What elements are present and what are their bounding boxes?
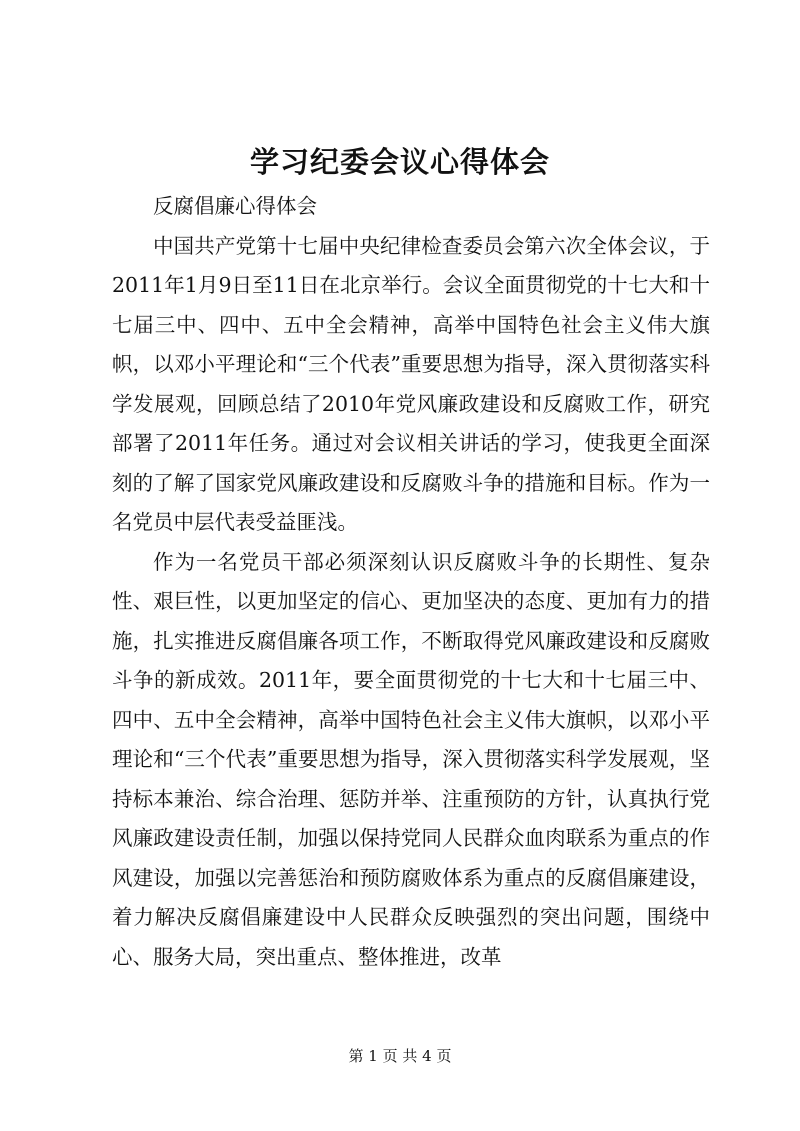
document-body [112, 187, 710, 977]
page-number-footer: 第 1 页 共 4 页 [348, 1047, 452, 1065]
page-title: 学习纪委会议心得体会 [249, 145, 550, 179]
body-paragraph-2: 作为一名党员干部必须深刻认识反腐败斗争的长期性、复杂性、艰巨性，以更加坚定的信心、更加坚决的态度、更加有力的措施，扎实推进反腐倡廉各项工作，不断取得党风廉政建设和反腐败斗争的新成效。2011年，要全面贯彻党的十七大和十七届三中、四中、五中全会精神，高举中国特色社会主义伟大旗帜，以邓小平理论和“三个代表”重要思想为指导，深入贯彻落实科学发展观，坚持标本兼治、综合治理、惩防并举、注重预防的方针，认真执行党风廉政建设责任制，加强以保持党同人民群众血肉联系为重点的作风建设，加强以完善惩治和预防腐败体系为重点的反腐倡廉建设，着力解决反腐倡廉建设中人民群众反映强烈的突出问题，围绕中心、服务大局，突出重点、整体推进，改革 [112, 549, 710, 969]
subtitle-paragraph: 反腐倡廉心得体会 [153, 194, 317, 218]
body-paragraph-1: 中国共产党第十七届中央纪律检查委员会第六次全体会议，于2011年1月9日至11日在北京举行。会议全面贯彻党的十七大和十七届三中、四中、五中全会精神，高举中国特色社会主义伟大旗帜，以邓小平理论和“三个代表”重要思想为指导，深入贯彻落实科学发展观，回顾总结了2010年党风廉政建设和反腐败工作，研究部署了2011年任务。通过对会议相关讲话的学习，使我更全面深刻的了解了国家党风廉政建设和反腐败斗争的措施和目标。作为一名党员中层代表受益匪浅。 [112, 233, 710, 534]
